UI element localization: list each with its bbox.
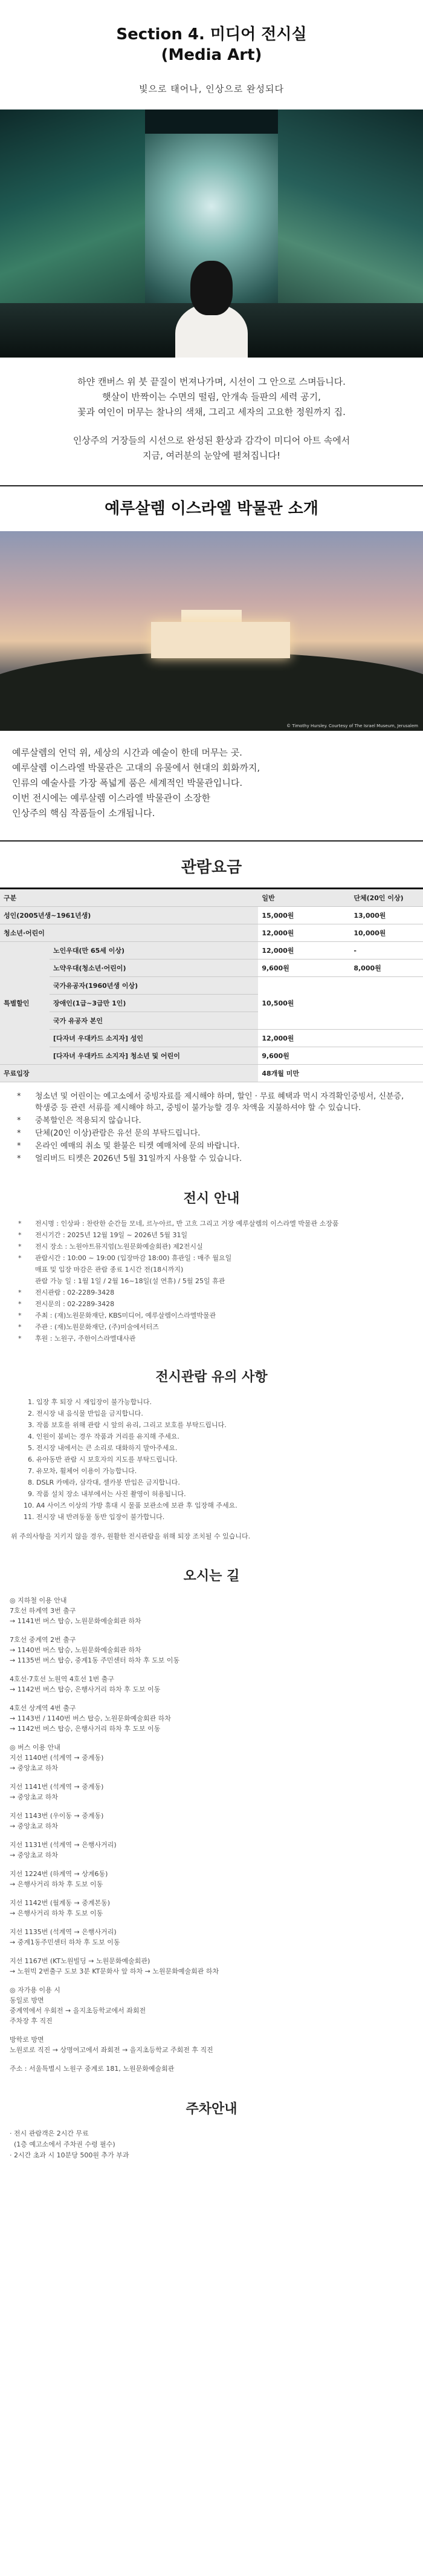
info-item: 매표 및 입장 마감은 관람 종료 1시간 전(18시까지) (35, 1266, 184, 1273)
directions-line: 7호선 하계역 3번 출구 (10, 1607, 76, 1615)
directions-gap (10, 2055, 411, 2064)
directions-line: 방학로 방면 (10, 2036, 44, 2044)
directions-gap (10, 1889, 411, 1898)
photo-caption: © Timothy Hursley. Courtesy of The Israel Museum, Jerusalem (286, 724, 418, 728)
row-general: 48개월 미만 (258, 1065, 423, 1082)
directions-gap (10, 1860, 411, 1869)
parking-line: · 2시간 초과 시 10분당 500원 추가 부과 (10, 2151, 129, 2159)
row-general: 15,000원 (258, 907, 350, 924)
directions-line: → 1135번 버스 탑승, 중계1동 주민센터 하차 후 도보 이동 (10, 1656, 180, 1664)
directions-gap (10, 1666, 411, 1674)
table-row (0, 977, 423, 995)
caution-item: 5. 전시장 내에서는 큰 소리로 대화하지 말아주세요. (36, 1442, 411, 1454)
info-item: * 전시관람 : 02-2289-3428 (10, 1287, 411, 1298)
section-header (0, 0, 423, 95)
museum-photo (0, 531, 423, 731)
caution-item: 11. 전시장 내 반려동물 동반 입장이 불가합니다. (36, 1511, 411, 1523)
note-item: * 중복할인은 적용되지 않습니다. (10, 1115, 413, 1126)
directions-line: 7호선 중계역 2번 출구 (10, 1636, 76, 1644)
note-item: * 얼리버드 티켓은 2026년 5월 31일까지 사용할 수 있습니다. (10, 1153, 413, 1165)
media-art-hero-image (0, 110, 423, 358)
directions-line: → 1141번 버스 탑승, 노원문화예술회관 하차 (10, 1617, 141, 1625)
info-item: * 후원 : 노원구, 주한이스라엘대사관 (10, 1333, 411, 1344)
directions-line: 지선 1167번 (KT노원빌딩 → 노원문화예술회관) (10, 1957, 150, 1965)
section-title-line2: (Media Art) (161, 46, 262, 64)
table-row (0, 907, 423, 924)
directions-title: 오시는 길 (183, 1569, 240, 1584)
museum-building (151, 622, 290, 658)
admission-notes (0, 1091, 423, 1165)
exhibit-info-title: 전시 안내 (183, 1191, 240, 1206)
table-row (0, 1030, 423, 1047)
row-general: 12,000원 (258, 942, 350, 959)
row-label: [다자녀 우대카드 소지자] 청소년 및 어린이 (50, 1047, 258, 1065)
info-item: * 관람시간 : 10:00 ~ 19:00 (입장마감 18:00) 휴관일 : 매주 월요일 (10, 1252, 411, 1264)
admission-title: 관람요금 (181, 858, 242, 877)
row-label: 성인(2005년생~1961년생) (0, 907, 258, 924)
directions-line: 주차장 후 직진 (10, 2017, 53, 2025)
row-general: 12,000원 (258, 924, 350, 942)
museum-description: 예루살렘의 언덕 위, 세상의 시간과 예술이 한데 머무는 곳. 예루살렘 이스라엘 박물관은 고대의 유물에서 현대의 회화까지, 인류의 예술사를 가장 폭넓게 품은 세계적인 박물관입니다. 이번 전시에는 예루살렘 이스라엘 박물관이 소장한 인상주의 핵심 작품들이 소개됩니다. (12, 747, 260, 819)
row-general: 9,600원 (258, 1047, 350, 1065)
intro-paragraph-2: 인상주의 거장들의 시선으로 완성된 환상과 감각이 미디어 아트 속에서 지금, 여러분의 눈앞에 펼쳐집니다! (73, 435, 350, 461)
table-row (0, 959, 423, 977)
directions-line: → 1143번 / 1140번 버스 탑승, 노원문화예술회관 하차 (10, 1715, 171, 1722)
parking-line: (1층 예고소에서 주차권 수령 필수) (10, 2140, 115, 2148)
caution-item: 3. 작품 보호를 위해 관람 시 앞의 유리, 그리고 보호를 부탁드립니다. (36, 1419, 411, 1431)
caution-item: 10. A4 사이즈 이상의 가방 휴대 시 물품 보관소에 보관 후 입장해 주세요. (36, 1500, 411, 1511)
note-item: * 청소년 및 어린이는 예고소에서 중빙자료를 제시해야 하며, 할인 · 무료 혜택과 먹시 자격확인중빙서, 신분증, 학생증 등 관련 서류를 제시해야 하고, 중빙이 불가능할 경우 차액을 지불하셔야 할 수 있습니다. (10, 1091, 413, 1114)
note-item: * 단체(20인 이상)관람은 유선 문의 부탁드립니다. (10, 1128, 413, 1139)
row-label: 국가 유공자 본인 (50, 1012, 258, 1030)
section-divider (0, 485, 423, 486)
caution-item: 4. 인원이 붐비는 경우 작품과 거리를 유지해 주세요. (36, 1431, 411, 1442)
visitor-head (190, 261, 233, 315)
directions-line: → 중앙초교 하차 (10, 1851, 58, 1859)
directions-line: → 은행사거리 하차 후 도보 이동 (10, 1880, 103, 1888)
parking-info (0, 2119, 423, 2161)
directions-line: 지선 1135번 (석계역 → 은행사거리) (10, 1928, 117, 1936)
caution-item: 6. 유아동반 관람 시 보호자의 지도를 부탁드립니다. (36, 1454, 411, 1465)
directions-line: 지선 1141번 (석계역 → 중계동) (10, 1783, 104, 1791)
row-group: - (350, 942, 423, 959)
row-group: 10,000원 (350, 924, 423, 942)
directions-gap (10, 1831, 411, 1840)
directions-line: → 1142번 버스 탑승, 은행사거리 하차 후 도보 이동 (10, 1725, 161, 1733)
section-subtitle: 빛으로 태어나, 인상으로 완성되다 (139, 83, 284, 94)
row-group-empty (350, 977, 423, 1030)
directions-gap (10, 1947, 411, 1956)
directions-line: → 1142번 버스 탑승, 은행사거리 하차 후 도보 이동 (10, 1685, 161, 1693)
directions-line: 지선 1224번 (하계역 → 상계6동) (10, 1870, 108, 1878)
directions-line: → 노원빅 2번출구 도보 3분 KT문화사 앞 하차 → 노원문화예술회관 하차 (10, 1967, 219, 1975)
info-item: * 주최 : (재)노원문화재단, KBS미디어, 예루살렘이스라엘박물관 (10, 1310, 411, 1321)
directions-line: 동일로 방면 (10, 1996, 44, 2004)
directions-gap (10, 1626, 411, 1635)
caution-item: 1. 입장 후 퇴장 시 재입장이 불가능합니다. (36, 1396, 411, 1408)
info-item: * 전시문의 : 02-2289-3428 (10, 1298, 411, 1310)
directions-lines (10, 1606, 411, 2074)
table-header-row (0, 889, 423, 907)
directions-line: 지선 1140번 (석계역 → 중계동) (10, 1754, 104, 1762)
caution-title: 전시관람 유의 사항 (155, 1370, 268, 1385)
row-label: 국가유공자(1960년생 이상) (50, 977, 258, 995)
directions-line: → 중앙초교 하차 (10, 1764, 58, 1772)
table-row (0, 1047, 423, 1065)
directions-gap (10, 1918, 411, 1927)
table-row (0, 942, 423, 959)
header-category: 구분 (0, 889, 258, 907)
row-label: 청소년·어린이 (0, 924, 258, 942)
directions-line: → 중계1동주민센터 하차 후 도보 이동 (10, 1938, 120, 1946)
row-label: 장애인(1급~3급만 1인) (50, 995, 258, 1012)
directions-line: 지선 1143번 (우이동 → 중계동) (10, 1812, 104, 1820)
directions-line: 지선 1131번 (석계역 → 은행사거리) (10, 1841, 117, 1849)
directions-gap (10, 1976, 411, 1985)
museum-hill (0, 652, 423, 731)
directions-body (0, 1595, 423, 2074)
info-item: * 전시 장소 : 노원아트뮤지엄(노원문화예술회관) 제2전시실 (10, 1241, 411, 1252)
table-row (0, 924, 423, 942)
parking-line: · 전시 관람객은 2시간 무료 (10, 2130, 89, 2137)
table-row (0, 1065, 423, 1082)
row-label: 무료입장 (0, 1065, 258, 1082)
directions-line: 노원로로 직진 → 상명여고에서 좌회전 → 을지초등학교 주회전 후 직진 (10, 2046, 213, 2054)
info-item: * 주관 : (재)노원문화재단, (주)미술에서터즈 (10, 1321, 411, 1333)
header-group: 단체(20인 이상) (350, 889, 423, 907)
row-group: 8,000원 (350, 959, 423, 977)
exhibit-info-list (0, 1218, 423, 1344)
caution-item: 9. 작품 설치 장소 내부에서는 사진 촬영이 허용됩니다. (36, 1488, 411, 1500)
caution-list (0, 1396, 423, 1523)
directions-gap (10, 1695, 411, 1703)
directions-line: 중계역에서 우회전 → 을지초등학교에서 좌회전 (10, 2007, 146, 2015)
directions-line: 지선 1142번 (월계동 → 중계본동) (10, 1899, 111, 1907)
hero-visitor-figure (175, 261, 248, 358)
caution-item: 2. 전시장 내 음식물 반입을 금지합니다. (36, 1408, 411, 1419)
directions-line: → 중앙초교 하차 (10, 1822, 58, 1830)
subway-heading: ◎ 지하철 이용 안내 (10, 1597, 67, 1604)
directions-line: ◎ 자가용 이용 시 (10, 1986, 60, 1994)
info-item: * 전시명 : 인상파 : 찬란한 순간들 모네, 르누아르, 반 고흐 그리고 거장 예루살렘의 이스라엘 박물관 소장품 (10, 1218, 411, 1229)
parking-title: 주차안내 (186, 2102, 237, 2117)
header-general: 일반 (258, 889, 350, 907)
special-discount-label: 특별할인 (0, 942, 50, 1065)
directions-line: → 1140번 버스 탑승, 노원문화예술회관 하차 (10, 1646, 141, 1654)
museum-title: 예루살렘 이스라엘 박물관 소개 (105, 500, 318, 518)
directions-line: 4호선 상계역 4번 출구 (10, 1704, 76, 1712)
directions-gap (10, 2026, 411, 2035)
directions-gap (10, 1802, 411, 1811)
note-item: * 온라인 예매의 취소 및 환불은 티켓 예매처에 문의 바랍니다. (10, 1140, 413, 1152)
row-group-empty (350, 1030, 423, 1047)
row-group-empty (350, 1047, 423, 1065)
row-label: 노약우대(청소년·어린이) (50, 959, 258, 977)
row-label: [다자녀 우대카드 소지자] 성인 (50, 1030, 258, 1047)
directions-gap (10, 1773, 411, 1782)
directions-line: → 중앙초교 하차 (10, 1793, 58, 1801)
section-title-line1: Section 4. 미디어 전시실 (116, 25, 307, 44)
directions-line: 4호선·7호선 노원역 4호선 1번 출구 (10, 1675, 114, 1683)
row-general: 9,600원 (258, 959, 350, 977)
caution-note: 위 주의사항을 지키지 않을 경우, 원활한 전시관람을 위해 퇴장 조치될 수 있습니다. (11, 1532, 251, 1540)
info-item: * 전시기간 : 2025년 12월 19일 ~ 2026년 5월 31일 (10, 1229, 411, 1241)
row-general: 10,500원 (258, 977, 350, 1030)
intro-paragraph-1: 하얀 캔버스 위 붓 끝질이 번져나가며, 시선이 그 안으로 스며듭니다. 햇살이 반짝이는 수면의 떨림, 안개속 들판의 세력 공기, 꽃과 여인이 머무는 찰나의 색채, 그리고 세자의 고요한 정원까지 집. (77, 376, 346, 417)
caution-item: 8. DSLR 카메라, 삼각대, 셀카봉 반입은 금지합니다. (36, 1477, 411, 1488)
row-general: 12,000원 (258, 1030, 350, 1047)
row-group: 13,000원 (350, 907, 423, 924)
row-label: 노인우대(만 65세 이상) (50, 942, 258, 959)
directions-line: ◎ 버스 이용 안내 (10, 1744, 60, 1751)
admission-fee-table (0, 889, 423, 1082)
directions-gap (10, 1734, 411, 1742)
directions-line: → 은행사거리 하차 후 도보 이동 (10, 1909, 103, 1917)
info-item: 관람 가능 일 : 1월 1일 / 2월 16~18일(설 연휴) / 5월 25일 휴관 (35, 1277, 225, 1285)
caution-item: 7. 유모차, 휠체어 이용이 가능합니다. (36, 1465, 411, 1477)
directions-line: 주소 : 서울특별시 노원구 중계로 181, 노원문화예술회관 (10, 2065, 175, 2073)
